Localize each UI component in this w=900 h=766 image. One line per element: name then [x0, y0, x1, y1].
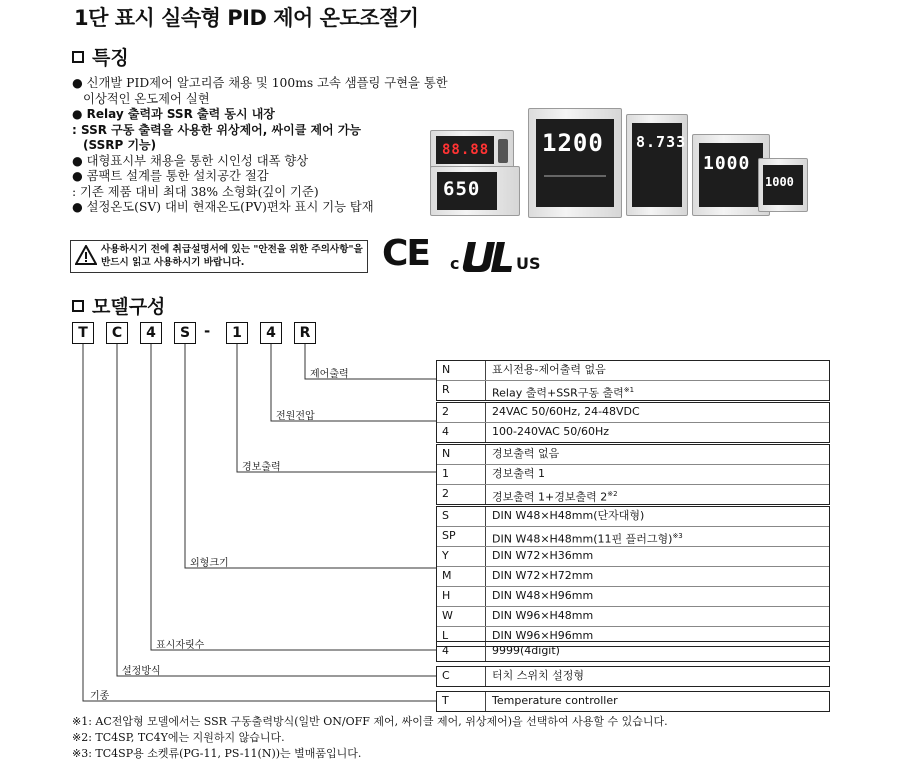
- option-code: W: [437, 607, 486, 626]
- table-row: [437, 403, 829, 422]
- footnote-mark: ※2: [607, 490, 618, 498]
- option-desc: 경보출력 없음: [492, 447, 560, 460]
- option-code: M: [437, 567, 486, 586]
- table-row: [437, 692, 829, 711]
- option-desc: 경보출력 1+경보출력 2: [492, 490, 608, 504]
- table-power: [436, 402, 830, 443]
- table-row: [437, 526, 829, 546]
- model-heading-text: 모델구성: [92, 296, 166, 318]
- option-code: C: [437, 667, 486, 686]
- code-dash: -: [204, 322, 211, 340]
- table-setting: [436, 666, 830, 687]
- label-item: 기종: [90, 691, 110, 702]
- option-desc: 100-240VAC 50/60Hz: [492, 425, 610, 438]
- label-control-output: 제어출력: [310, 369, 349, 380]
- label-size: 외형크기: [190, 558, 229, 569]
- warning-line-1: 사용하시기 전에 취급설명서에 있는 "안전을 위한 주의사항"을: [101, 244, 363, 255]
- option-code: S: [437, 507, 486, 526]
- table-control-output: [436, 360, 830, 401]
- option-code: 1: [437, 465, 486, 484]
- option-code: H: [437, 587, 486, 606]
- table-row: [437, 361, 829, 380]
- table-row: [437, 422, 829, 442]
- option-desc: DIN W96×H48mm: [492, 609, 594, 622]
- code-box: 4: [260, 322, 282, 344]
- table-size: [436, 506, 830, 647]
- label-digits: 표시자릿수: [156, 640, 205, 651]
- display-value: 650: [443, 178, 481, 200]
- code-box: 1: [226, 322, 248, 344]
- table-row: [437, 507, 829, 526]
- display-value: 1000: [765, 175, 794, 189]
- ce-mark-logo: CE: [382, 233, 430, 274]
- feature-line: : SSR 구동 출력을 사용한 위상제어, 싸이클 제어 가능: [72, 122, 362, 137]
- option-code: N: [437, 445, 486, 464]
- footnote-mark: ※1: [623, 386, 635, 394]
- label-setting: 설정방식: [122, 666, 161, 677]
- feature-line: ● 설정온도(SV) 대비 현재온도(PV)편차 표시 기능 탑재: [72, 200, 374, 214]
- option-desc: DIN W72×H36mm: [492, 549, 594, 562]
- table-row: [437, 445, 829, 464]
- option-code: Y: [437, 547, 486, 566]
- table-row: [437, 546, 829, 566]
- footnote: ※3: TC4SP용 소켓류(PG-11, PS-11(N))는 별매품입니다.: [72, 747, 362, 760]
- footnote-mark: ※3: [672, 532, 683, 540]
- option-desc: DIN W48×H96mm: [492, 589, 594, 602]
- table-item: [436, 691, 830, 712]
- code-box: S: [174, 322, 196, 344]
- code-box: C: [106, 322, 128, 344]
- warning-line-2: 반드시 읽고 사용하시기 바랍니다.: [101, 256, 245, 268]
- option-code: 2: [437, 485, 486, 504]
- feature-line: ● 콤팩트 설계를 통한 설치공간 절감: [72, 169, 269, 183]
- feature-line: ● 대형표시부 채용을 통한 시인성 대폭 향상: [72, 153, 309, 168]
- table-row: [437, 484, 829, 504]
- label-power: 전원전압: [276, 411, 315, 422]
- feature-line: ● Relay 출력과 SSR 출력 동시 내장: [72, 107, 275, 121]
- option-code: 2: [437, 403, 486, 422]
- display-value: 1000: [703, 153, 751, 174]
- option-code: 4: [437, 642, 486, 661]
- table-row: [437, 380, 829, 400]
- feature-line: : 기존 제품 대비 최대 38% 소형화(깊이 기준): [72, 184, 319, 199]
- display-value: 88.88: [442, 142, 490, 158]
- option-code: 4: [437, 423, 486, 442]
- display-value: 1200: [542, 129, 604, 157]
- option-desc: DIN W48×H48mm(11핀 플러그형): [492, 532, 673, 546]
- table-digits: [436, 641, 830, 662]
- table-row: [437, 586, 829, 606]
- code-box: T: [72, 322, 94, 344]
- option-code: N: [437, 361, 486, 380]
- option-desc: 24VAC 50/60Hz, 24-48VDC: [492, 405, 640, 418]
- feature-line: ● 신개발 PID제어 알고리즘 채용 및 100ms 고속 샘플링 구현을 통한: [72, 76, 448, 90]
- footnote: ※1: AC전압형 모델에서는 SSR 구동출력방식(일반 ON/OFF 제어, 싸이클 제어, 위상제어)을 선택하여 사용할 수 있습니다.: [72, 715, 668, 728]
- footnote: ※2: TC4SP, TC4Y에는 지원하지 않습니다.: [72, 731, 285, 744]
- table-row: [437, 566, 829, 586]
- option-desc: 경보출력 1: [492, 467, 545, 480]
- option-desc: DIN W72×H72mm: [492, 569, 594, 582]
- feature-line: (SSRP 기능): [83, 138, 157, 152]
- table-row: [437, 667, 829, 686]
- ul-c-text: c: [450, 254, 460, 273]
- table-alarm: [436, 444, 830, 505]
- code-box: 4: [140, 322, 162, 344]
- display-value: 8.733: [636, 133, 687, 151]
- table-row: [437, 606, 829, 626]
- option-code: R: [437, 381, 486, 400]
- page-title: 1단 표시 실속형 PID 제어 온도조절기: [74, 6, 419, 30]
- ul-us-text: US: [516, 254, 541, 273]
- features-heading-text: 특징: [92, 47, 129, 69]
- option-desc: 표시전용-제어출력 없음: [492, 363, 606, 376]
- option-desc: DIN W96×H96mm: [492, 629, 594, 642]
- feature-line: 이상적인 온도제어 실현: [83, 91, 210, 106]
- footnotes: [72, 714, 668, 762]
- option-desc: Temperature controller: [492, 694, 618, 707]
- table-row: [437, 464, 829, 484]
- option-desc: 터치 스위치 설정형: [492, 669, 585, 682]
- option-code: SP: [437, 527, 486, 546]
- option-desc: Relay 출력+SSR구동 출력: [492, 386, 624, 400]
- code-box: R: [294, 322, 316, 344]
- label-alarm: 경보출력: [242, 462, 281, 473]
- option-code: L: [437, 627, 486, 646]
- option-code: T: [437, 692, 486, 711]
- table-row: [437, 642, 829, 661]
- option-desc: DIN W48×H48mm(단자대형): [492, 509, 645, 522]
- option-desc: 9999(4digit): [492, 644, 560, 657]
